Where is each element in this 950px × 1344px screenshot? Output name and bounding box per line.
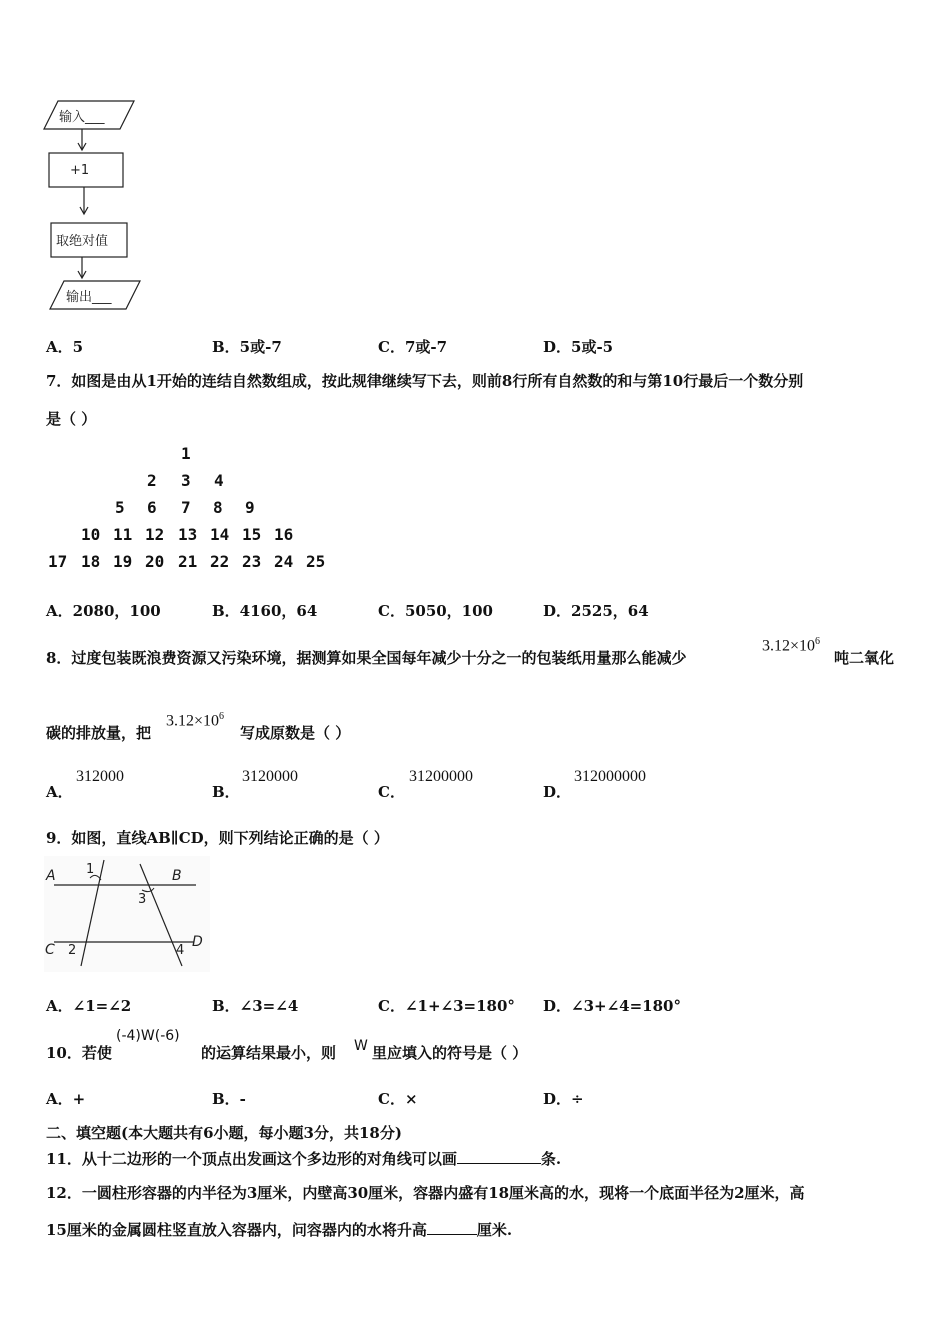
section-heading: 二、填空题(本大题共有6小题，每小题3分，共18分) — [46, 1124, 402, 1142]
q8-option-d[interactable] — [543, 770, 683, 802]
triangle-number: 21 — [178, 552, 198, 571]
flowchart-abs-label: 取绝对值 — [56, 234, 109, 249]
angle-label-4: 4 — [176, 943, 185, 958]
flowchart-figure — [40, 95, 150, 320]
q12-stem-line1: 12．一圆柱形容器的内半径为3厘米，内壁高30厘米，容器内盛有18厘米高的水，现将一个底面半径为2厘米，高 — [46, 1184, 805, 1202]
angle-label-1: 1 — [86, 862, 95, 877]
q8-option-d-value: 312000000 — [574, 768, 646, 785]
q6-option-a[interactable]: A．5 — [46, 338, 84, 356]
q8-option-d-letter: D． — [543, 783, 572, 801]
q12-answer-blank[interactable] — [427, 1220, 477, 1235]
triangle-number: 20 — [145, 552, 165, 571]
q8-text-part1: 8．过度包装既浪费资源又污染环境，据测算如果全国每年减少十分之一的包装纸用量那么能减少 — [46, 649, 687, 667]
q9-option-b[interactable]: B．∠3=∠4 — [212, 997, 299, 1015]
parallel-lines-figure — [44, 856, 210, 972]
q8-stem-line2-b: 写成原数是（ ） — [240, 724, 351, 742]
triangle-number: 14 — [210, 525, 230, 544]
q10-expression: (-4)W(-6) — [116, 1028, 180, 1044]
label-b: B — [172, 868, 182, 884]
q10-option-a[interactable]: A．+ — [46, 1090, 86, 1108]
q8-option-a[interactable] — [46, 770, 166, 802]
triangle-number: 22 — [210, 552, 230, 571]
triangle-number: 4 — [214, 471, 224, 490]
q12-text-part1: 15厘米的金属圆柱竖直放入容器内，问容器内的水将升高 — [46, 1221, 427, 1239]
q11-answer-blank[interactable] — [457, 1149, 541, 1164]
q7-stem-line2: 是（ ） — [46, 410, 97, 428]
q10-text-part1: 10．若使 — [46, 1044, 112, 1062]
label-c: C — [45, 942, 55, 958]
triangle-number: 2 — [147, 471, 157, 490]
q10-option-b[interactable]: B．- — [212, 1090, 246, 1108]
triangle-number: 16 — [274, 525, 294, 544]
q9-stem: 9．如图，直线AB∥CD，则下列结论正确的是（ ） — [46, 829, 389, 847]
q8-option-a-letter: A． — [46, 783, 73, 801]
q10-w-symbol: W — [354, 1038, 368, 1054]
q8-option-b-letter: B． — [212, 783, 240, 801]
triangle-number: 12 — [145, 525, 165, 544]
triangle-number: 7 — [181, 498, 191, 517]
triangle-number: 8 — [213, 498, 223, 517]
triangle-number: 5 — [115, 498, 125, 517]
q8-option-c-letter: C． — [378, 783, 405, 801]
q11-text-part1: 11．从十二边形的一个顶点出发画这个多边形的对角线可以画 — [46, 1150, 457, 1168]
triangle-number: 23 — [242, 552, 262, 571]
q9-option-c[interactable]: C．∠1+∠3=180° — [378, 997, 515, 1015]
triangle-number: 1 — [181, 444, 191, 463]
triangle-number: 11 — [113, 525, 133, 544]
q8-scientific-number: $3.12\times 10^6$ — [762, 636, 821, 655]
q8-stem-line2-a: 碳的排放量，把 — [46, 724, 152, 742]
angle-label-3: 3 — [138, 892, 147, 907]
number-triangle — [48, 444, 338, 579]
triangle-number: 3 — [181, 471, 191, 490]
flowchart-output-label: 输出___ — [66, 290, 112, 305]
triangle-number: 25 — [306, 552, 326, 571]
q8-option-b[interactable] — [212, 770, 332, 802]
q11-text-part2: 条. — [540, 1150, 562, 1168]
q9-option-d[interactable]: D．∠3+∠4=180° — [543, 997, 681, 1015]
flowchart-input-label: 输入___ — [59, 110, 105, 125]
q10-option-c[interactable]: C．× — [378, 1090, 418, 1108]
q8-exponent: 6 — [219, 711, 225, 722]
triangle-number: 15 — [242, 525, 262, 544]
q10-text-part3: 里应填入的符号是（ ） — [372, 1044, 528, 1062]
triangle-number: 17 — [48, 552, 68, 571]
q7-option-d[interactable]: D．2525，64 — [543, 602, 649, 620]
q8-stem-line1 — [46, 647, 686, 668]
q7-option-b[interactable]: B．4160，64 — [212, 602, 318, 620]
angle-label-2: 2 — [68, 943, 77, 958]
triangle-number: 18 — [81, 552, 101, 571]
triangle-row-1 — [181, 444, 191, 463]
q12-text-part2: 厘米. — [476, 1221, 513, 1239]
q12-stem-line2 — [46, 1219, 512, 1240]
q9-option-a[interactable]: A．∠1=∠2 — [46, 997, 132, 1015]
q8-text-part2: 吨二氧化 — [834, 649, 895, 667]
triangle-number: 13 — [178, 525, 198, 544]
label-a: A — [46, 868, 56, 884]
q10-text-part2: 的运算结果最小，则 — [201, 1044, 337, 1062]
label-d: D — [192, 934, 203, 950]
q7-option-a[interactable]: A．2080，100 — [46, 602, 161, 620]
q8-option-c[interactable] — [378, 770, 518, 802]
triangle-number: 24 — [274, 552, 294, 571]
q8-option-c-value: 31200000 — [409, 768, 473, 785]
q10-option-d[interactable]: D．÷ — [543, 1090, 584, 1108]
q7-option-c[interactable]: C．5050，100 — [378, 602, 493, 620]
q8-option-a-value: 312000 — [76, 768, 124, 785]
q11-stem — [46, 1148, 561, 1169]
flowchart-plus-label: +1 — [70, 163, 90, 178]
q6-option-d[interactable]: D．5或-5 — [543, 338, 614, 356]
triangle-number: 6 — [147, 498, 157, 517]
triangle-number: 10 — [81, 525, 101, 544]
q8-scientific-number-2: $3.12\times 10^6$ — [166, 711, 225, 730]
q7-stem-line1: 7．如图是由从1开始的连结自然数组成，按此规律继续写下去，则前8行所有自然数的和与第10行最后一个数分别 — [46, 372, 804, 390]
triangle-number: 9 — [245, 498, 255, 517]
q8-option-b-value: 3120000 — [242, 768, 298, 785]
q6-option-b[interactable]: B．5或-7 — [212, 338, 282, 356]
q8-exponent: 6 — [815, 636, 821, 647]
triangle-number: 19 — [113, 552, 133, 571]
q6-option-c[interactable]: C．7或-7 — [378, 338, 448, 356]
